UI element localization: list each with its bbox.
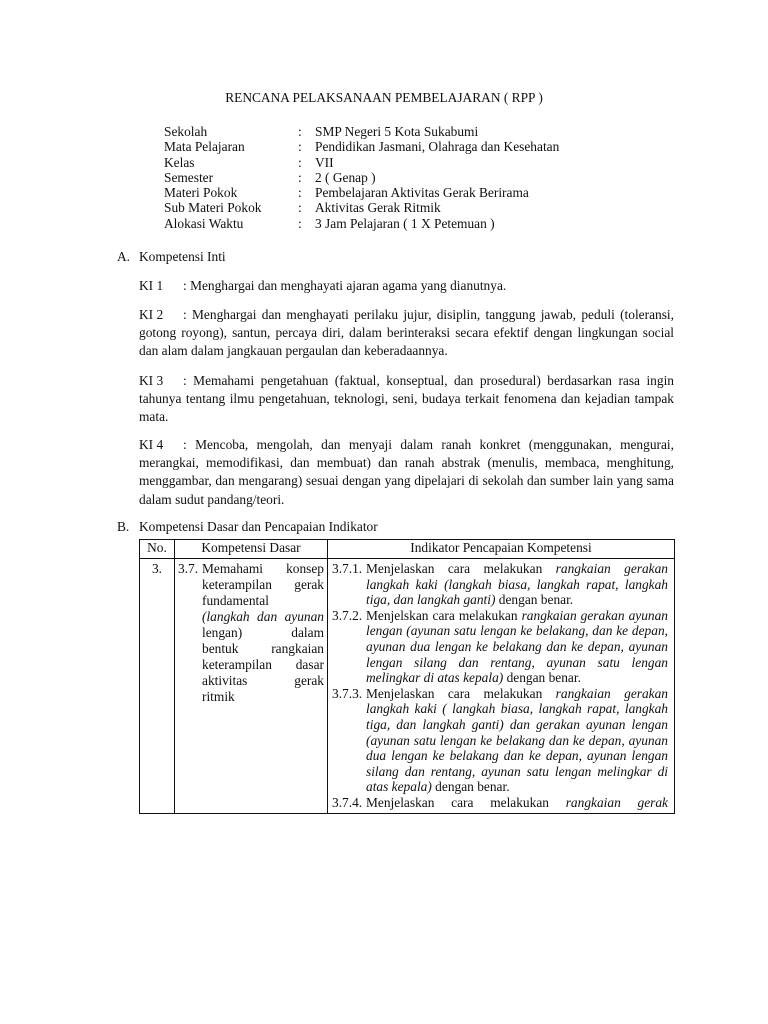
kd-word: gerak <box>294 577 324 592</box>
kd-line: ritmik <box>202 689 235 704</box>
table-row <box>140 559 675 814</box>
meta-value: 3 Jam Pelajaran ( 1 X Petemuan ) <box>315 215 495 231</box>
header-ipk: Indikator Pencapaian Kompetensi <box>328 540 675 559</box>
ki-3 <box>139 372 674 427</box>
meta-row-school <box>164 124 559 139</box>
kd-line <box>202 641 324 657</box>
kd-line <box>202 657 324 673</box>
ipk-text <box>366 561 668 608</box>
meta-value: Pendidikan Jasmani, Olahraga dan Kesehatan <box>315 139 560 155</box>
section-letter: B. <box>117 519 130 534</box>
meta-label: Alokasi Waktu <box>164 215 244 231</box>
meta-row-class <box>164 155 559 170</box>
ipk-text <box>366 608 668 686</box>
kd-word: gerak <box>294 673 324 688</box>
kd-word: lengan) <box>202 625 243 640</box>
ipk-number: 3.7.3. <box>332 685 363 701</box>
meta-colon: : <box>298 215 302 231</box>
ipk-lead: Menjelaskan cara melakukan <box>366 561 556 576</box>
meta-colon: : <box>298 154 302 170</box>
kd-word: dan <box>257 609 278 624</box>
meta-value: Pembelajaran Aktivitas Gerak Berirama <box>315 185 529 201</box>
ki-code: KI 1 <box>139 278 164 293</box>
ki-text: : Menghargai dan menghayati perilaku jujur, disiplin, tanggung jawab, peduli (toleransi, gotong royong), santun, percaya diri, dalam berinteraksi secara efektif dengan lingkungan social dan alam dalam jangkauan pergaulan dan keberadaannya. <box>139 307 674 359</box>
kd-line <box>202 625 324 641</box>
ipk-number: 3.7.4. <box>332 794 363 810</box>
ipk-item <box>332 686 668 795</box>
ipk-lead: Menjelaskan cara melakukan <box>366 794 566 810</box>
meta-value: SMP Negeri 5 Kota Sukabumi <box>315 124 479 139</box>
meta-colon: : <box>298 139 302 155</box>
ipk-text <box>366 686 668 795</box>
meta-value: VII <box>315 154 334 170</box>
ipk-italic: rangkaian gerakan langkah kaki (langkah biasa, langkah rapat, langkah tiga, dan langkah ganti) <box>366 561 669 608</box>
section-letter: A. <box>117 249 131 264</box>
header-kd: Kompetensi Dasar <box>175 540 328 559</box>
ipk-number: 3.7.2. <box>332 607 363 623</box>
row-kd <box>175 559 328 814</box>
ipk-number: 3.7.1. <box>332 561 363 576</box>
ipk-item <box>332 561 668 608</box>
kd-word: keterampilan <box>202 657 272 672</box>
section-heading-a <box>117 249 226 264</box>
ipk-tail: dengan benar. <box>495 592 574 608</box>
meta-label: Kelas <box>164 154 195 170</box>
kd-line <box>202 673 324 689</box>
row-no: 3. <box>140 559 175 814</box>
meta-label: Mata Pelajaran <box>164 139 245 155</box>
section-title: Kompetensi Dasar dan Pencapaian Indikator <box>139 519 378 534</box>
ki-4 <box>139 436 674 509</box>
meta-label: Semester <box>164 169 214 185</box>
row-ipk <box>328 559 675 814</box>
kd-word: dalam <box>291 625 324 640</box>
ipk-tail: dengan benar. <box>431 779 510 795</box>
ki-text: : Mencoba, mengolah, dan menyaji dalam ranah konkret (menggunakan, mengurai, merangkai, memodifikasi, dan membuat) dan ranah abstrak (menulis, membaca, menghitung, menggambar, dan mengarang) sesuai dengan yang dipelajari di sekolah dan sumber lain yang sama dalam sudut pandang/teori. <box>139 437 674 507</box>
meta-row-semester <box>164 170 559 185</box>
kd-line <box>202 577 324 593</box>
ipk-item <box>332 608 668 686</box>
kd-word: keterampilan <box>202 577 272 592</box>
ki-1 <box>139 277 674 295</box>
kd-first-text <box>202 561 324 577</box>
kd-first-line <box>178 561 324 577</box>
ipk-item <box>332 795 668 811</box>
identity-block <box>164 124 559 231</box>
kd-word: dasar <box>295 657 324 672</box>
meta-label: Sekolah <box>164 124 208 139</box>
meta-value: 2 ( Genap ) <box>315 169 376 185</box>
kd-word: (langkah <box>202 609 250 624</box>
kd-line <box>202 609 324 625</box>
kd-lines <box>178 577 324 705</box>
ipk-italic: rangkaian gerakan langkah kaki ( langkah biasa, langkah rapat, langkah tiga, dan langkah ganti) dan gerakan ayunan lengan (ayunan satu lengan ke belakang dan ke depan, ayunan dua lengan ke belakang dan ke depan, ayunan lengan silang dan rentang, ayunan satu lengan melingkar di atas kepala) <box>366 685 669 795</box>
table-header-row <box>140 540 675 559</box>
meta-colon: : <box>298 200 302 216</box>
kd-line: fundamental <box>202 593 269 608</box>
kd-word: konsep <box>286 561 324 576</box>
header-no: No. <box>140 540 175 559</box>
meta-value: Aktivitas Gerak Ritmik <box>315 200 441 216</box>
kd-number: 3.7. <box>178 561 199 576</box>
ki-code: KI 3 <box>139 373 164 388</box>
ki-text: : Memahami pengetahuan (faktual, konseptual, dan prosedural) berdasarkan rasa ingin tahunya tentang ilmu pengetahuan, teknologi, seni, budaya terkait fenomena dan kejadian tampak mata. <box>139 373 674 425</box>
ki-code: KI 4 <box>139 437 164 452</box>
meta-row-time <box>164 216 559 231</box>
meta-label: Materi Pokok <box>164 185 238 201</box>
section-title: Kompetensi Inti <box>139 249 226 264</box>
kd-word: rangkaian <box>271 641 324 656</box>
kd-first-words <box>202 561 324 577</box>
ipk-italic: rangkaian gerak <box>565 794 669 810</box>
kd-word: Memahami <box>202 561 263 576</box>
ipk-tail: dengan benar. <box>503 670 581 686</box>
meta-row-subtopic <box>164 200 559 215</box>
kd-word: bentuk <box>202 641 239 656</box>
ipk-italic: rangkaian gerakan ayunan lengan (ayunan satu lengan ke belakang, dan ke depan, ayunan dua lengan ke belakang dan ke depan, ayunan lengan silang dan rentang, ayunan satu lengan melingkar di atas kepala) <box>366 607 668 686</box>
section-heading-b <box>117 519 378 534</box>
ki-2 <box>139 306 674 361</box>
meta-label: Sub Materi Pokok <box>164 200 262 216</box>
ipk-text <box>366 795 668 811</box>
meta-colon: : <box>298 169 302 185</box>
document-title: RENCANA PELAKSANAAN PEMBELAJARAN ( RPP ) <box>225 90 543 105</box>
kd-word: aktivitas <box>202 673 248 688</box>
kd-word: ayunan <box>284 609 324 624</box>
ipk-lead: Menjelskan cara melakukan <box>366 607 522 623</box>
meta-row-subject <box>164 139 559 154</box>
ipk-lead: Menjelaskan cara melakukan <box>366 685 556 701</box>
competency-table <box>139 539 675 814</box>
ki-text: : Menghargai dan menghayati ajaran agama yang dianutnya. <box>183 278 507 293</box>
meta-row-topic <box>164 185 559 200</box>
ki-code: KI 2 <box>139 307 164 322</box>
meta-colon: : <box>298 124 302 139</box>
meta-colon: : <box>298 185 302 201</box>
